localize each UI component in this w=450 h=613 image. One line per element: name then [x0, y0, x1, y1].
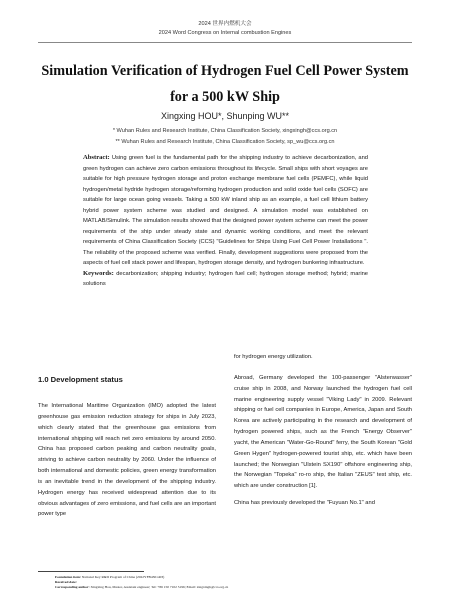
- left-column: [38, 401, 216, 520]
- conference-name-cn: 2024 世界内燃机大会: [198, 21, 252, 27]
- abstract-block: [83, 153, 368, 290]
- author-list: Xingxing HOU*, Shunping WU**: [160, 111, 290, 121]
- body-paragraph: The International Maritime Organization (IMO) adopted the latest greenhouse gas emission reduction strategy for ships in July 2023, which clearly stated that the greenhouse gas emissions from international shipping will reach net zero emissions by around 2050. China has proposed carbon peaking and carbon neutrality goals, striving to achieve carbon neutrality by 2060. Under the influence of both international and domestic policies, green energy transformation is an inevitable trend in the development of the shipping industry. Hydrogen energy has received widespread attention due to its obvious advantages of zero emissions, and fuel cells are an important power type: [38, 403, 216, 518]
- keywords-text: decarbonization; shipping industry; hydrogen fuel cell; hydrogen storage method; hybrid; marine solutions: [83, 270, 368, 287]
- body-paragraph: Abroad, Germany developed the 100-passenger "Alsterwasser" cruise ship in 2008, and Norway launched the hydrogen fuel cell marine engineering supply vessel "Viking Lady" in 2009. Relevant shipping or fuel cell companies in Europe, America, Japan and South Korea are actively participating in the research and development of hydrogen powered ships, such as the French "Energy Observer" yacht, the American "Water-Go-Round" ferry, the South Korean "Gold Green Hygen" hydrogen-powered tourist ship, etc. which have been launched; the Norwegian "Ulstein SX190" offshore engineering ship, the Norwegian "Topeka" ro-ro ship, the Italian "ZEUS" test ship, etc. which are under construction [1].: [234, 374, 412, 490]
- footnote-received: Received date:: [55, 580, 77, 585]
- paper-title: [30, 58, 420, 110]
- abstract-text: Using green fuel is the fundamental path for the shipping industry to achieve decarbonization, and green hydrogen can achieve zero carbon emissions throughout its lifecycle. Small ships with short voyages are suitable for high pressure hydrogen storage and proton exchange membrane fuel cells (PEMFC), while liquid hydrogen/metal hydride hydrogen storage/reforming hydrogen production and solid oxide fuel cells (SOFC) are suitable for large ocean going vessels. Taking a 500 kW inland ship as an example, a fuel cell lithium battery hybrid power system scheme was studied and designed. A simulation model was established on MATLAB/Simulink. The simulation results showed that the designed power system scheme can meet the power requirements of the ship under steady state and dynamic working conditions, and meet the relevant requirements of China Classification Society (CCS) "Guidelines for Ships Using Fuel Cell Power Installations ". The reliability of the proposed scheme was verified. Finally, development suggestions were proposed from the aspects of fuel cell stack power and lifespan, hydrogen storage density, and hydrogen bunkering infrastructure.: [83, 155, 368, 266]
- body-paragraph: for hydrogen energy utilization.: [234, 354, 313, 360]
- conference-name-en: 2024 Word Congress on Internal combustion Engines: [158, 30, 292, 36]
- footnote-divider: [38, 571, 144, 572]
- title-line-2: for a 500 kW Ship: [170, 89, 280, 105]
- footnote-corresponding: Corresponding author: Xingxing Hou, Master, Assistant engineer; Tel: +86 150 7102 5196; Email: xingxingh@ccs.org.cn: [55, 585, 229, 590]
- abstract-paragraph: [83, 153, 368, 269]
- keywords-paragraph: [83, 269, 368, 290]
- footnotes: [55, 575, 228, 591]
- abstract-label: Abstract:: [83, 154, 110, 161]
- section-heading: 1.0 Development status: [38, 375, 123, 384]
- title-line-1: Simulation Verification of Hydrogen Fuel Cell Power System: [41, 63, 409, 79]
- affiliation-2: ** Wuhan Rules and Research Institute, China Classification Society, sp_wu@ccs.org.cn: [115, 139, 335, 145]
- footnote-funding: Foundation item: National Key R&D Program of China (2022YFB4301403): [55, 575, 165, 579]
- conference-header: [0, 20, 450, 38]
- keywords-label: Keywords:: [83, 269, 114, 277]
- header-divider: [38, 42, 412, 43]
- body-paragraph: China has previously developed the "Fuyuan No.1" and: [234, 500, 375, 507]
- right-column: [234, 352, 412, 509]
- affiliation-1: * Wuhan Rules and Research Institute, China Classification Society, xingxingh@ccs.org.cn: [112, 128, 338, 134]
